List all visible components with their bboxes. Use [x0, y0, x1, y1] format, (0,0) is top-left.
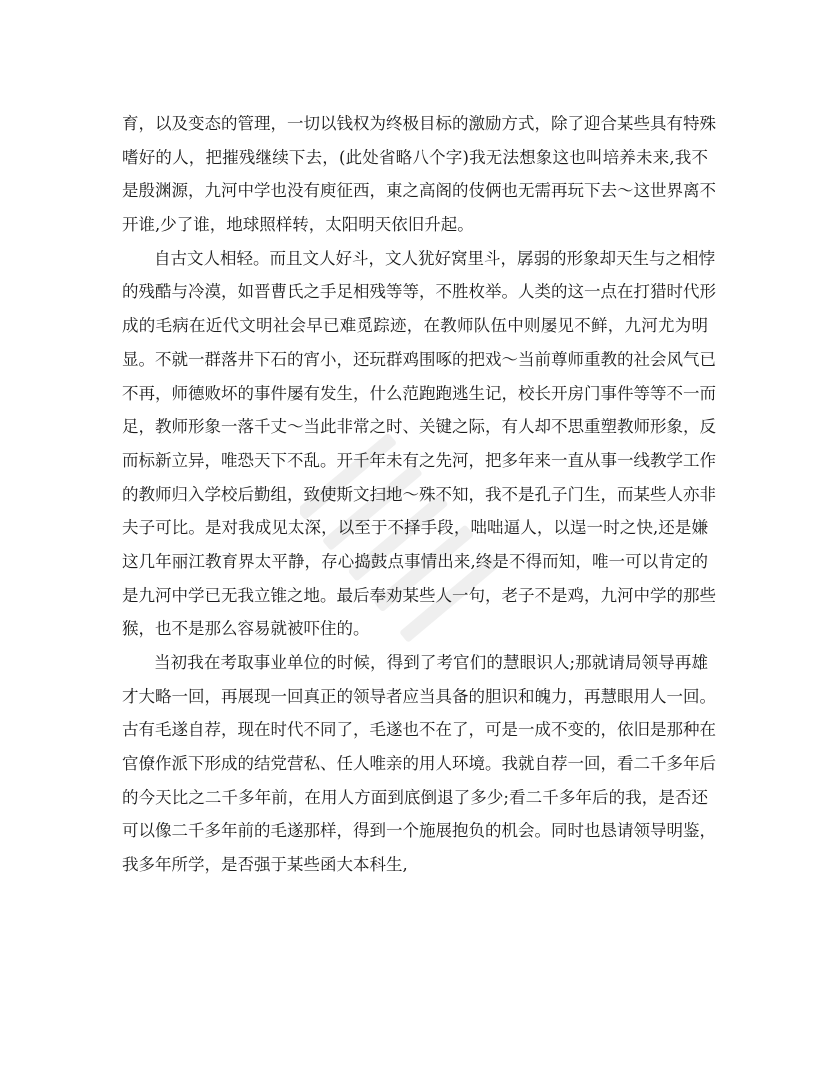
text-line: 嗜好的人，把摧残继续下去，(此处省略八个字)我无法想象这也叫培养未来,我不	[122, 147, 708, 167]
text-line: 自古文人相轻。而且文人好斗，文人犹好窝里斗，孱弱的形象却天生与之相悖	[154, 248, 715, 268]
text-line: 这几年丽江教育界太平静，存心捣鼓点事情出来,终是不得而知，唯一可以肯定的	[122, 551, 708, 571]
text-line: 是九河中学已无我立锥之地。最后奉劝某些人一句，老子不是鸡，九河中学的那些	[122, 585, 716, 605]
text-line: 猴，也不是那么容易就被吓住的。	[122, 619, 370, 639]
text-line: 古有毛遂自荐，现在时代不同了，毛遂也不在了，可是一成不变的，依旧是那种在	[122, 720, 716, 740]
text-line: 夫子可比。是对我成见太深，以至于不择手段，咄咄逼人，以逞一时之快,还是嫌	[122, 518, 708, 538]
paragraph-2	[122, 242, 716, 646]
text-line: 才大略一回，再展现一回真正的领导者应当具备的胆识和魄力，再慧眼用人一回。	[122, 686, 716, 706]
text-line: 的残酷与冷漠，如晋曹氏之手足相残等等，不胜枚举。人类的这一点在打猎时代形	[122, 282, 716, 302]
text-line: 育，以及变态的管理，一切以钱权为终极目标的激励方式，除了迎合某些具有特殊	[122, 114, 716, 133]
text-line: 当初我在考取事业单位的时候，得到了考官们的慧眼识人;那就请局领导再雄	[154, 653, 708, 672]
text-line: 官僚作派下形成的结党营私、任人唯亲的用人环境。我就自荐一回，看二千多年后	[122, 754, 716, 774]
text-line: 不再，师德败坏的事件屡有发生，什么范跑跑逃生记，校长开房门事件等等不一而	[122, 383, 716, 403]
text-line: 的今天比之二千多年前，在用人方面到底倒退了多少;看二千多年后的我，是否还	[122, 787, 708, 807]
paragraph-3	[122, 646, 716, 882]
text-line: 成的毛病在近代文明社会早已难觅踪迹，在教师队伍中则屡见不鲜，九河尤为明	[122, 316, 708, 336]
text-line: 的教师归入学校后勤组，致使斯文扫地～殊不知，我不是孔子门生，而某些人亦非	[122, 484, 716, 504]
text-line: 是殷渊源，九河中学也没有庾征西，東之高阁的伎俩也无需再玩下去～这世界离不	[122, 181, 716, 201]
text-line: 开谁,少了谁，地球照样转，太阳明天依旧升起。	[122, 215, 474, 235]
text-line: 可以像二千多年前的毛遂那样，得到一个施展抱负的机会。同时也恳请领导明鉴，	[122, 821, 716, 841]
text-line: 显。不就一群落井下石的宵小，还玩群鸡围啄的把戏～当前尊师重教的社会风气已	[122, 349, 716, 369]
text-line: 足，教师形象一落千丈～当此非常之时、关键之际，有人却不思重塑教师形象，反	[122, 417, 716, 437]
text-line: 我多年所学，是否强于某些函大本科生,	[122, 855, 408, 875]
document-body	[122, 107, 716, 882]
text-line: 而标新立异，唯恐天下不乱。开千年未有之先河，把多年来一直从事一线教学工作	[122, 450, 716, 470]
paragraph-1	[122, 107, 716, 242]
